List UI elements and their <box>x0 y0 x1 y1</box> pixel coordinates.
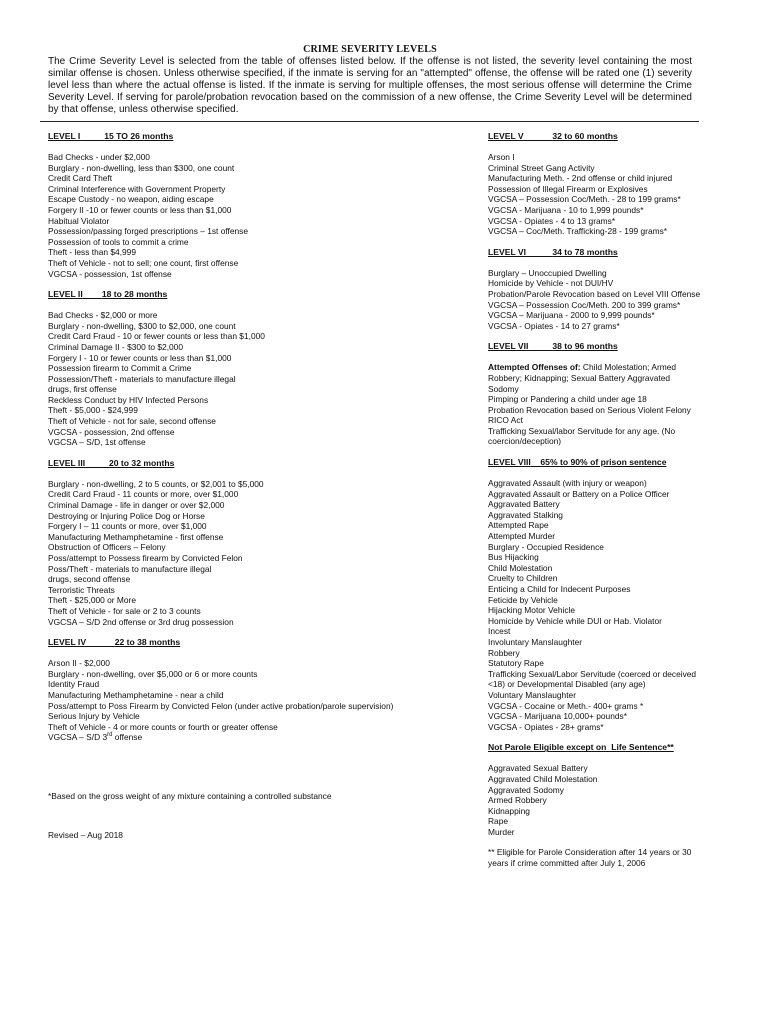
list-item: Forgery I – 11 counts or more, over $1,000 <box>48 521 207 532</box>
level-name: LEVEL IV <box>48 637 87 648</box>
level-heading <box>48 289 453 300</box>
list-item: Arson I <box>488 152 515 162</box>
level-heading <box>488 341 703 352</box>
list-item: drugs, second offense <box>48 574 131 585</box>
list-item: Possession/Theft - materials to manufacture illegal <box>48 373 236 384</box>
list-item: Escape Custody - no weapon, aiding escape <box>48 194 214 205</box>
level-name: LEVEL II <box>48 289 83 300</box>
footnote: *Based on the gross weight of any mixture containing a controlled substance <box>48 790 332 801</box>
list-item: VGCSA – Possession Coc/Meth. - 28 to 199 grams* <box>488 194 681 205</box>
list-item: Terroristic Threats <box>48 584 115 595</box>
list-item: Involuntary Manslaughter <box>488 636 583 647</box>
divider-line <box>40 121 699 122</box>
list-item: Cruelty to Children <box>488 573 558 584</box>
level-range: 34 to 78 months <box>552 246 618 257</box>
list-item: Identity Fraud <box>48 679 100 690</box>
level-section <box>488 457 703 732</box>
list-item: Feticide by Vehicle <box>488 594 558 605</box>
list-item: Poss/Theft - materials to manufacture illegal <box>48 563 212 574</box>
list-item: Voluntary Manslaughter <box>488 689 576 700</box>
list-item: VGCSA - Cocaine or Meth.- 400+ grams * <box>488 700 644 711</box>
offense-list <box>488 152 703 237</box>
level-range: 15 TO 26 months <box>104 131 174 141</box>
level-section <box>488 247 703 332</box>
list-item: Aggravated Child Molestation <box>488 773 598 784</box>
level-section <box>48 289 453 448</box>
list-item: Child Molestation <box>488 562 553 573</box>
list-item: Credit Card Fraud - 11 counts or more, over $1,000 <box>48 489 239 500</box>
list-item: Habitual Violator <box>48 215 110 226</box>
right-column <box>488 131 703 869</box>
list-item: Theft of Vehicle - for sale or 2 to 3 counts <box>48 605 201 616</box>
list-item: Theft of Vehicle - 4 or more counts or fourth or greater offense <box>48 721 278 732</box>
list-item: Trafficking Sexual/labor Servitude for any age. (No coercion/deception) <box>488 425 676 447</box>
level-range: 18 to 28 months <box>101 289 168 300</box>
list-item: Reckless Conduct by HIV Infected Persons <box>48 394 209 405</box>
list-item: Armed Robbery <box>488 795 547 806</box>
list-item: Poss/attempt to Possess firearm by Convicted Felon <box>48 553 243 563</box>
list-item: VGCSA - Opiates - 28+ grams* <box>488 721 604 732</box>
list-item: Destroying or Injuring Police Dog or Horse <box>48 510 205 521</box>
level-section <box>488 341 703 447</box>
list-item: Kidnapping <box>488 805 530 816</box>
list-item: Murder <box>488 826 515 837</box>
level-heading <box>488 457 703 468</box>
list-item: Aggravated Sexual Battery <box>488 763 588 774</box>
level-name: LEVEL III <box>48 457 86 468</box>
revised-date: Revised – Aug 2018 <box>48 829 123 840</box>
list-item: Statutory Rape <box>488 658 544 669</box>
list-item: Burglary – Unoccupied Dwelling <box>488 267 607 278</box>
list-item: Pimping or Pandering a child under age 18 <box>488 394 647 405</box>
list-item: VGCSA - possession, 1st offense <box>48 268 172 279</box>
list-item: Burglary - non-dwelling, over $5,000 or 6 or more counts <box>48 668 258 679</box>
list-item: Robbery <box>488 647 520 658</box>
list-item: Theft - less than $4,999 <box>48 247 136 258</box>
list-item: Attempted Murder <box>488 531 556 542</box>
parole-note: ** Eligible for Parole Consideration after 14 years or 30 years if crime committed after July 1, 2006 <box>488 847 692 869</box>
list-item: Possession of tools to commit a crime <box>48 236 189 247</box>
list-item: Credit Card Fraud - 10 or fewer counts or less than $1,000 <box>48 331 265 342</box>
list-item: Aggravated Stalking <box>488 509 563 520</box>
list-item: VGCSA – S/D, 1st offense <box>48 437 146 448</box>
list-item: Attempted Rape <box>488 520 549 531</box>
level-range: 22 to 38 months <box>114 637 181 648</box>
level-range: 38 to 96 months <box>552 341 618 352</box>
not-parole-section <box>488 742 703 837</box>
list-item: VGCSA - Opiates - 4 to 13 grams* <box>488 215 616 226</box>
list-item: Manufacturing Methamphetamine - first offense <box>48 531 224 542</box>
list-item: Serious Injury by Vehicle <box>48 711 140 722</box>
list-item: Theft - $5,000 - $24,999 <box>48 405 138 416</box>
list-item: Manufacturing Meth. - 2nd offense or child injured <box>488 173 673 184</box>
list-item: VGCSA – S/D 2nd offense or 3rd drug possession <box>48 616 234 627</box>
left-column <box>48 131 453 840</box>
level-heading <box>48 637 453 648</box>
list-item: Homicide by Vehicle while DUI or Hab. Violator <box>488 615 662 626</box>
list-item: Bus Hijacking <box>488 552 539 563</box>
list-item: Theft - $25,000 or More <box>48 595 136 606</box>
list-item: Burglary - non-dwelling, $300 to $2,000, one count <box>48 320 236 331</box>
list-item: Homicide by Vehicle - not DUI/HV <box>488 278 614 289</box>
level-heading <box>488 131 703 142</box>
level-section <box>48 637 453 743</box>
list-item: VGCSA - Marijuana 10,000+ pounds* <box>488 711 627 722</box>
offense-list <box>488 763 703 837</box>
list-item: VGCSA – Coc/Meth. Trafficking-28 - 199 grams* <box>488 226 668 237</box>
list-item: Aggravated Battery <box>488 499 560 510</box>
level-heading <box>48 131 453 142</box>
list-item: Criminal Street Gang Activity <box>488 162 595 173</box>
level-range: 20 to 32 months <box>108 457 175 468</box>
list-item: Enticing a Child for Indecent Purposes <box>488 584 631 594</box>
level-name: LEVEL V <box>488 131 524 141</box>
level-name: LEVEL I <box>48 131 81 141</box>
level-name: LEVEL VIII <box>488 457 531 468</box>
offense-list <box>48 310 453 448</box>
list-item: Criminal Damage II - $300 to $2,000 <box>48 341 184 352</box>
section-heading: Not Parole Eligible except on Life Sentence** <box>488 742 674 753</box>
list-item: Arson II - $2,000 <box>48 658 110 669</box>
offense-list <box>48 658 453 743</box>
list-item: drugs, first offense <box>48 384 117 395</box>
level-heading <box>488 247 703 258</box>
list-item: Aggravated Assault (with injury or weapon) <box>488 478 647 489</box>
list-item: RICO Act <box>488 415 523 426</box>
list-item: Possession of Illegal Firearm or Explosives <box>488 183 648 194</box>
list-item: Criminal Damage - life in danger or over $2,000 <box>48 500 225 511</box>
list-item: VGCSA – Marijuana - 2000 to 9,999 pounds* <box>488 310 655 321</box>
list-item: Forgery II -10 or fewer counts or less than $1,000 <box>48 204 232 215</box>
offense-list <box>488 478 703 732</box>
list-item: Hijacking Motor Vehicle <box>488 605 576 616</box>
level-heading <box>48 458 453 469</box>
list-item: Obstruction of Officers – Felony <box>48 542 166 553</box>
intro-paragraph: The Crime Severity Level is selected from the table of offenses listed below. If the offense is not listed, the severity level containing the most similar offense is chosen. Unless otherwise specified, if the inmate is serving for an "attempted" offense, the offense will be rated one (1) severity level less than where the actual offense is listed. If the inmate is serving for multiple offenses, the most serious offense will determine the Crime Severity Level. If serving for parole/probation revocation based on the commission of a new offense, the Crime Severity Level will be determined by that offense, unless otherwise specified. <box>48 56 692 115</box>
list-item: VGCSA - Marijuana - 10 to 1,999 pounds* <box>488 204 644 215</box>
level-range: 32 to 60 months <box>552 131 618 141</box>
list-item: Possession/passing forged prescriptions – 1st offense <box>48 226 249 237</box>
list-item: VGCSA - Opiates - 14 to 27 grams* <box>488 320 620 331</box>
list-item: Poss/attempt to Poss Firearm by Convicted Felon (under active probation/parole supervision) <box>48 700 394 711</box>
level-section <box>48 458 453 627</box>
page-title: CRIME SEVERITY LEVELS <box>303 44 437 55</box>
list-item: Incest <box>488 626 511 637</box>
offense-list <box>48 479 453 627</box>
list-item: Criminal Interference with Government Property <box>48 183 226 194</box>
list-item: Burglary - non-dwelling, 2 to 5 counts, or $2,001 to $5,000 <box>48 478 264 489</box>
list-item: Bad Checks - under $2,000 <box>48 152 150 162</box>
list-item: VGCSA – Possession Coc/Meth. 200 to 399 grams* <box>488 299 681 310</box>
list-item: Trafficking Sexual/Labor Servitude (coerced or deceived <18) or Developmental Disabled (any age) <box>488 668 697 690</box>
level-name: LEVEL VI <box>488 246 527 257</box>
list-item: Bad Checks - $2,000 or more <box>48 310 158 321</box>
list-item: Burglary - non-dwelling, less than $300, one count <box>48 162 235 173</box>
list-item: Aggravated Sodomy <box>488 784 564 795</box>
list-item: VGCSA - possession, 2nd offense <box>48 426 175 437</box>
list-item: Possession firearm to Commit a Crime <box>48 363 192 374</box>
offense-list <box>488 362 703 447</box>
offense-list <box>488 268 703 332</box>
list-item: Theft of Vehicle - not for sale, second offense <box>48 416 216 427</box>
list-item: Manufacturing Methamphetamine - near a child <box>48 689 224 700</box>
level-name: LEVEL VII <box>488 341 529 352</box>
offense-list <box>48 152 453 279</box>
list-item: Theft of Vehicle - not to sell; one count, first offense <box>48 257 239 268</box>
level-section <box>48 131 453 279</box>
list-item: Probation/Parole Revocation based on Level VIII Offense <box>488 288 701 299</box>
list-item: Aggravated Assault or Battery on a Police Officer <box>488 488 670 499</box>
list-item: Credit Card Theft <box>48 173 113 184</box>
list-item: Rape <box>488 816 509 827</box>
list-item: Burglary - Occupied Residence <box>488 541 604 552</box>
list-item: Attempted Offenses of: Child Molestation; Armed Robbery; Kidnapping; Sexual Battery Aggravated Sodomy <box>488 362 677 394</box>
list-item: VGCSA – S/D 3rd offense <box>48 732 143 743</box>
list-item: Probation Revocation based on Serious Violent Felony <box>488 404 691 415</box>
level-range: 65% to 90% of prison sentence <box>540 457 667 468</box>
level-section <box>488 131 703 237</box>
list-item: Forgery I - 10 or fewer counts or less than $1,000 <box>48 352 232 363</box>
